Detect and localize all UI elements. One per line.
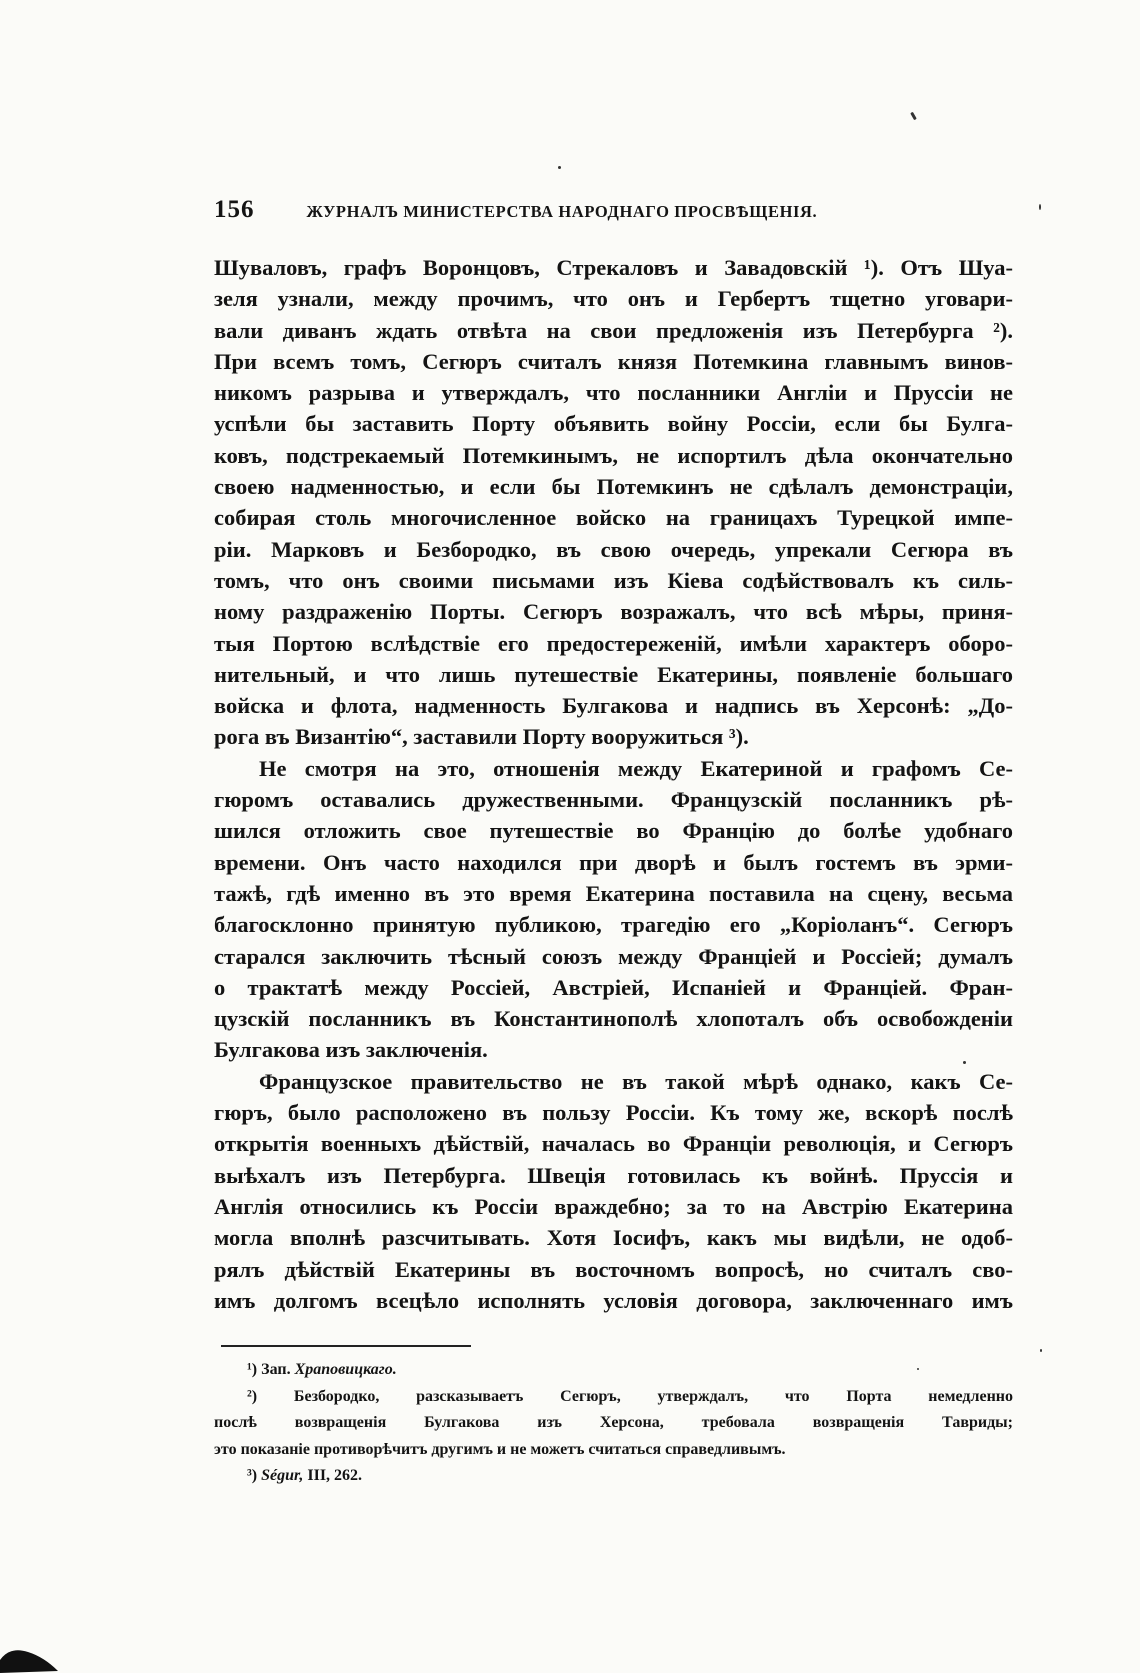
footnote-1-source: Храповицкаго. xyxy=(294,1361,397,1378)
text-line: ковъ, подстрекаемый Потемкинымъ, не испортилъ дѣла окончательно xyxy=(214,442,1013,468)
footnote-rule xyxy=(221,1345,471,1347)
footnote-3-marker: ³) xyxy=(247,1467,258,1484)
text-line: Булгакова изъ заключенія. xyxy=(214,1037,488,1063)
text-line: никомъ разрыва и утверждалъ, что посланники Англіи и Пруссіи не xyxy=(214,380,1013,406)
text-line: могла вполнѣ разсчитывать. Хотя Іосифъ, какъ мы видѣли, не одоб- xyxy=(214,1225,1013,1251)
text-line: успѣли бы заставить Порту объявить войну Россіи, если бы Булга- xyxy=(214,411,1013,437)
running-title: ЖУРНАЛЪ МИНИСТЕРСТВА НАРОДНАГО ПРОСВѢЩЕНІЯ. xyxy=(306,202,818,221)
footnote-2-line: послѣ возвращенія Булгакова изъ Херсона, требовала возвращенія Тавриды; xyxy=(214,1414,1013,1431)
text-line: выѣхалъ изъ Петербурга. Швеція готовилась къ войнѣ. Пруссія и xyxy=(214,1162,1013,1188)
scan-speck xyxy=(1040,1349,1042,1352)
text-line: о трактатѣ между Россіей, Австріей, Испаніей и Франціей. Фран- xyxy=(214,974,1013,1000)
text-line: Англія относились къ Россіи враждебно; за то на Австрію Екатерина xyxy=(214,1193,1013,1219)
text-line: открытія военныхъ дѣйствій, началась во Франціи революція, и Сегюръ xyxy=(214,1131,1013,1157)
footnotes xyxy=(214,1357,1013,1490)
text-line: нительный, и что лишь путешествіе Екатерины, появленіе большаго xyxy=(214,661,1013,687)
text-line: тажѣ, гдѣ именно въ это время Екатерина поставила на сцену, весьма xyxy=(214,880,1013,906)
scan-speck xyxy=(963,1061,966,1064)
footnote-1 xyxy=(214,1357,1013,1384)
footnote-3 xyxy=(214,1463,1013,1490)
text-line: рога въ Византію“, заставили Порту вооружиться ³). xyxy=(214,724,749,750)
text-line: Шуваловъ, графъ Воронцовъ, Стрекаловъ и Завадовскій ¹). Отъ Шуа- xyxy=(214,255,1013,280)
text-line: своею надменностью, и если бы Потемкинъ не сдѣлалъ демонстраціи, xyxy=(214,474,1013,500)
footnote-3-reference: III, 262. xyxy=(307,1467,363,1484)
footnote-1-marker: ¹) Зап. xyxy=(247,1361,291,1378)
footnote-2-line: ²) Безбородко, разсказываетъ Сегюръ, утверждалъ, что Порта немедленно xyxy=(247,1387,1013,1405)
text-line: гюромъ оставались дружественными. Французскій посланникъ рѣ- xyxy=(214,787,1013,813)
text-line: вали диванъ ждать отвѣта на свои предложенія изъ Петербурга ²). xyxy=(214,317,1013,343)
text-line: томъ, что онъ своими письмами изъ Кіева содѣйствовалъ къ силь- xyxy=(214,567,1013,593)
scan-speck xyxy=(558,166,561,169)
footnote-3-source: Ségur, xyxy=(261,1467,304,1484)
text-line: времени. Онъ часто находился при дворѣ и былъ гостемъ въ эрми- xyxy=(214,849,1013,875)
main-text xyxy=(214,252,1013,1316)
scan-speck xyxy=(917,1368,919,1370)
text-line: Французское правительство не въ такой мѣрѣ однако, какъ Се- xyxy=(259,1068,1013,1094)
text-line: благосклонно принятую публикою, трагедію его „Коріоланъ“. Сегюръ xyxy=(214,912,1013,938)
text-line: гюръ, было расположено въ пользу Россіи. Къ тому же, вскорѣ послѣ xyxy=(214,1100,1013,1126)
text-line: войска и флота, надменность Булгакова и надпись въ Херсонѣ: „До- xyxy=(214,693,1013,719)
page-number: 156 xyxy=(214,196,255,223)
text-line: ному раздраженію Порты. Сегюръ возражалъ, что всѣ мѣры, приня- xyxy=(214,599,1013,625)
text-line: шился отложить свое путешествіе во Францію до болѣе удобнаго xyxy=(214,818,1013,844)
text-line: тыя Портою вслѣдствіе его предостереженій, имѣли характеръ оборо- xyxy=(214,630,1013,656)
text-line: Не смотря на это, отношенія между Екатериной и графомъ Се- xyxy=(259,755,1013,781)
text-line: имъ долгомъ всецѣло исполнять условія договора, заключеннаго имъ xyxy=(214,1287,1013,1313)
text-line: собирая столь многочисленное войско на границахъ Турецкой импе- xyxy=(214,505,1013,531)
text-line: При всемъ томъ, Сегюръ считалъ князя Потемкина главнымъ винов- xyxy=(214,348,1013,374)
text-line: ріи. Марковъ и Безбородко, въ свою очередь, упрекали Сегюра въ xyxy=(214,536,1013,562)
footnote-2-line: это показаніе противорѣчитъ другимъ и не можетъ считаться справедливымъ. xyxy=(214,1440,786,1458)
scan-speck xyxy=(1039,204,1041,210)
running-header xyxy=(214,196,1014,230)
text-line: рялъ дѣйствій Екатерины въ восточномъ вопросѣ, но считалъ сво- xyxy=(214,1256,1013,1282)
text-line: зеля узнали, между прочимъ, что онъ и Гербертъ тщетно уговари- xyxy=(214,286,1013,312)
scan-speck xyxy=(910,112,917,120)
text-line: цузскій посланникъ въ Константинополѣ хлопоталъ объ освобожденіи xyxy=(214,1006,1013,1032)
text-line: старался заключить тѣсный союзъ между Франціей и Россіей; думалъ xyxy=(214,943,1013,969)
page-edge-smudge xyxy=(0,1640,58,1673)
